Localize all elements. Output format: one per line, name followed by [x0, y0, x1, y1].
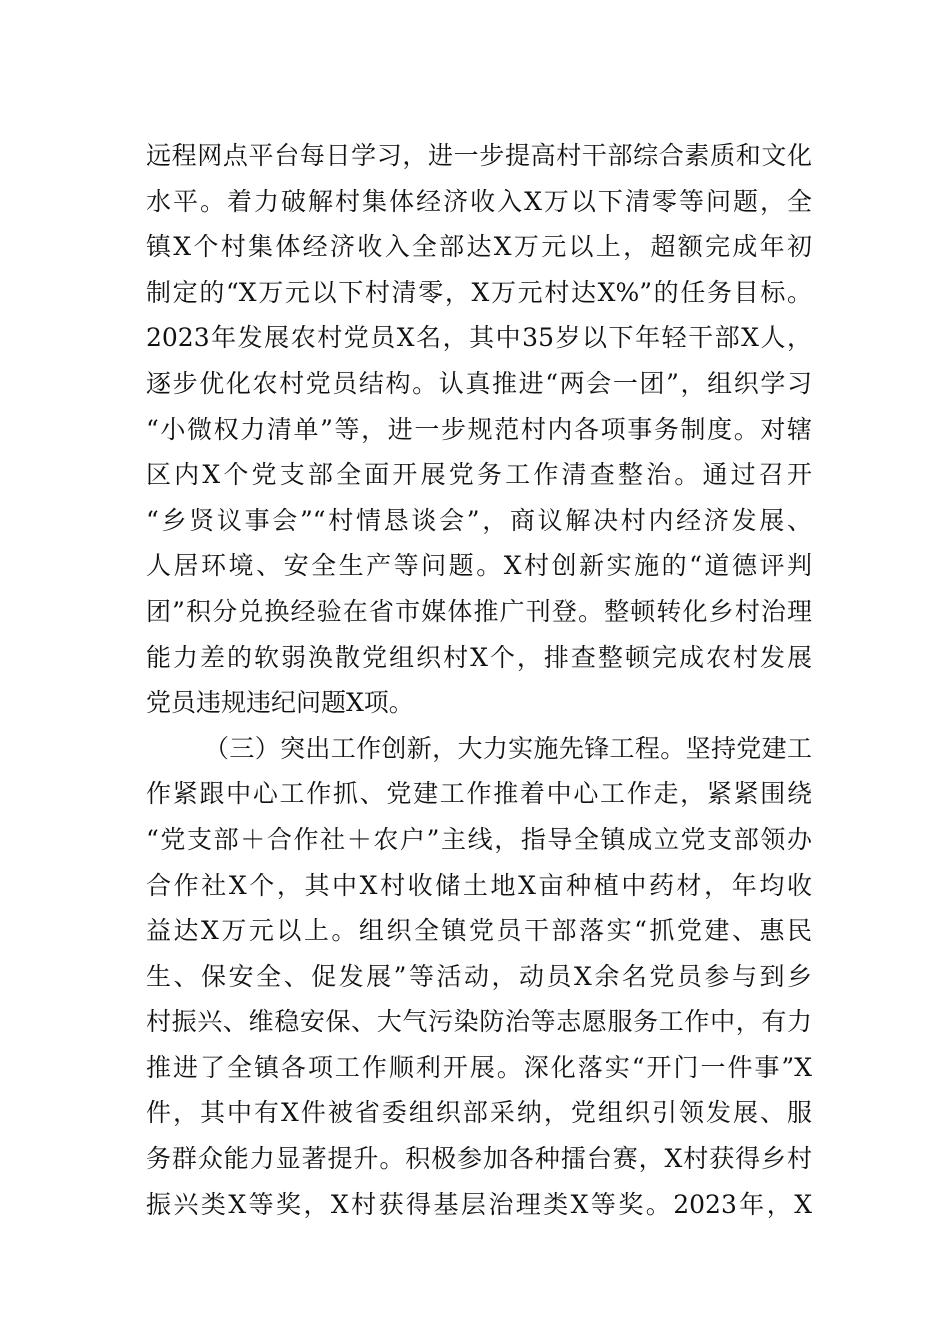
paragraph-1-line: “小微权力清单”等，进一步规范村内各项事务制度。对辖 — [146, 414, 812, 444]
paragraph-1-line: 逐步优化农村党员结构。认真推进“两会一团”，组织学习 — [146, 368, 812, 398]
paragraph-1-line: 水平。着力破解村集体经济收入X万以下清零等问题，全 — [146, 186, 812, 216]
paragraph-2-line: 益达X万元以上。组织全镇党员干部落实“抓党建、惠民 — [146, 916, 812, 946]
paragraph-1-line: 区内X个党支部全面开展党务工作清查整治。通过召开 — [146, 460, 812, 490]
paragraph-1-line: 人居环境、安全生产等问题。X村创新实施的“道德评判 — [146, 551, 812, 581]
paragraph-2-line: 村振兴、维稳安保、大气污染防治等志愿服务工作中，有力 — [146, 1007, 812, 1037]
paragraph-1-line: 党员违规违纪问题X项。 — [146, 688, 414, 718]
document-body — [146, 133, 812, 1227]
paragraph-2-line: 件，其中有X件被省委组织部采纳，党组织引领发展、服 — [146, 1098, 812, 1128]
paragraph-2-line: 务群众能力显著提升。积极参加各种擂台赛，X村获得乡村 — [146, 1144, 812, 1174]
paragraph-1 — [146, 133, 812, 726]
paragraph-2-line: 生、保安全、促发展”等活动，动员X余名党员参与到乡 — [146, 961, 812, 991]
paragraph-2-line: 推进了全镇各项工作顺利开展。深化落实“开门一件事”X — [146, 1052, 812, 1082]
paragraph-1-line: “乡贤议事会”“村情恳谈会”，商议解决村内经济发展、 — [146, 505, 812, 535]
paragraph-2 — [146, 726, 812, 1228]
paragraph-1-line: 能力差的软弱涣散党组织村X个，排查整顿完成农村发展 — [146, 642, 812, 672]
paragraph-2-line: “党支部＋合作社＋农户”主线，指导全镇成立党支部领办 — [146, 824, 812, 854]
paragraph-1-line: 2023年发展农村党员X名，其中35岁以下年轻干部X人， — [146, 323, 812, 353]
paragraph-1-line: 镇X个村集体经济收入全部达X万元以上，超额完成年初 — [146, 232, 812, 262]
paragraph-1-line: 团”积分兑换经验在省市媒体推广刊登。整顿转化乡村治理 — [146, 596, 812, 626]
paragraph-2-line: 作紧跟中心工作抓、党建工作推着中心工作走，紧紧围绕 — [146, 779, 812, 809]
paragraph-2-line: （三）突出工作创新，大力实施先锋工程。坚持党建工 — [204, 733, 812, 763]
paragraph-1-line: 远程网点平台每日学习，进一步提高村干部综合素质和文化 — [146, 141, 812, 170]
paragraph-2-line: 合作社X个，其中X村收储土地X亩种植中药材，年均收 — [146, 870, 812, 900]
paragraph-1-line: 制定的“X万元以下村清零，X万元村达X%”的任务目标。 — [146, 277, 812, 307]
paragraph-2-line: 振兴类X等奖，X村获得基层治理类X等奖。2023年，X — [146, 1189, 812, 1219]
